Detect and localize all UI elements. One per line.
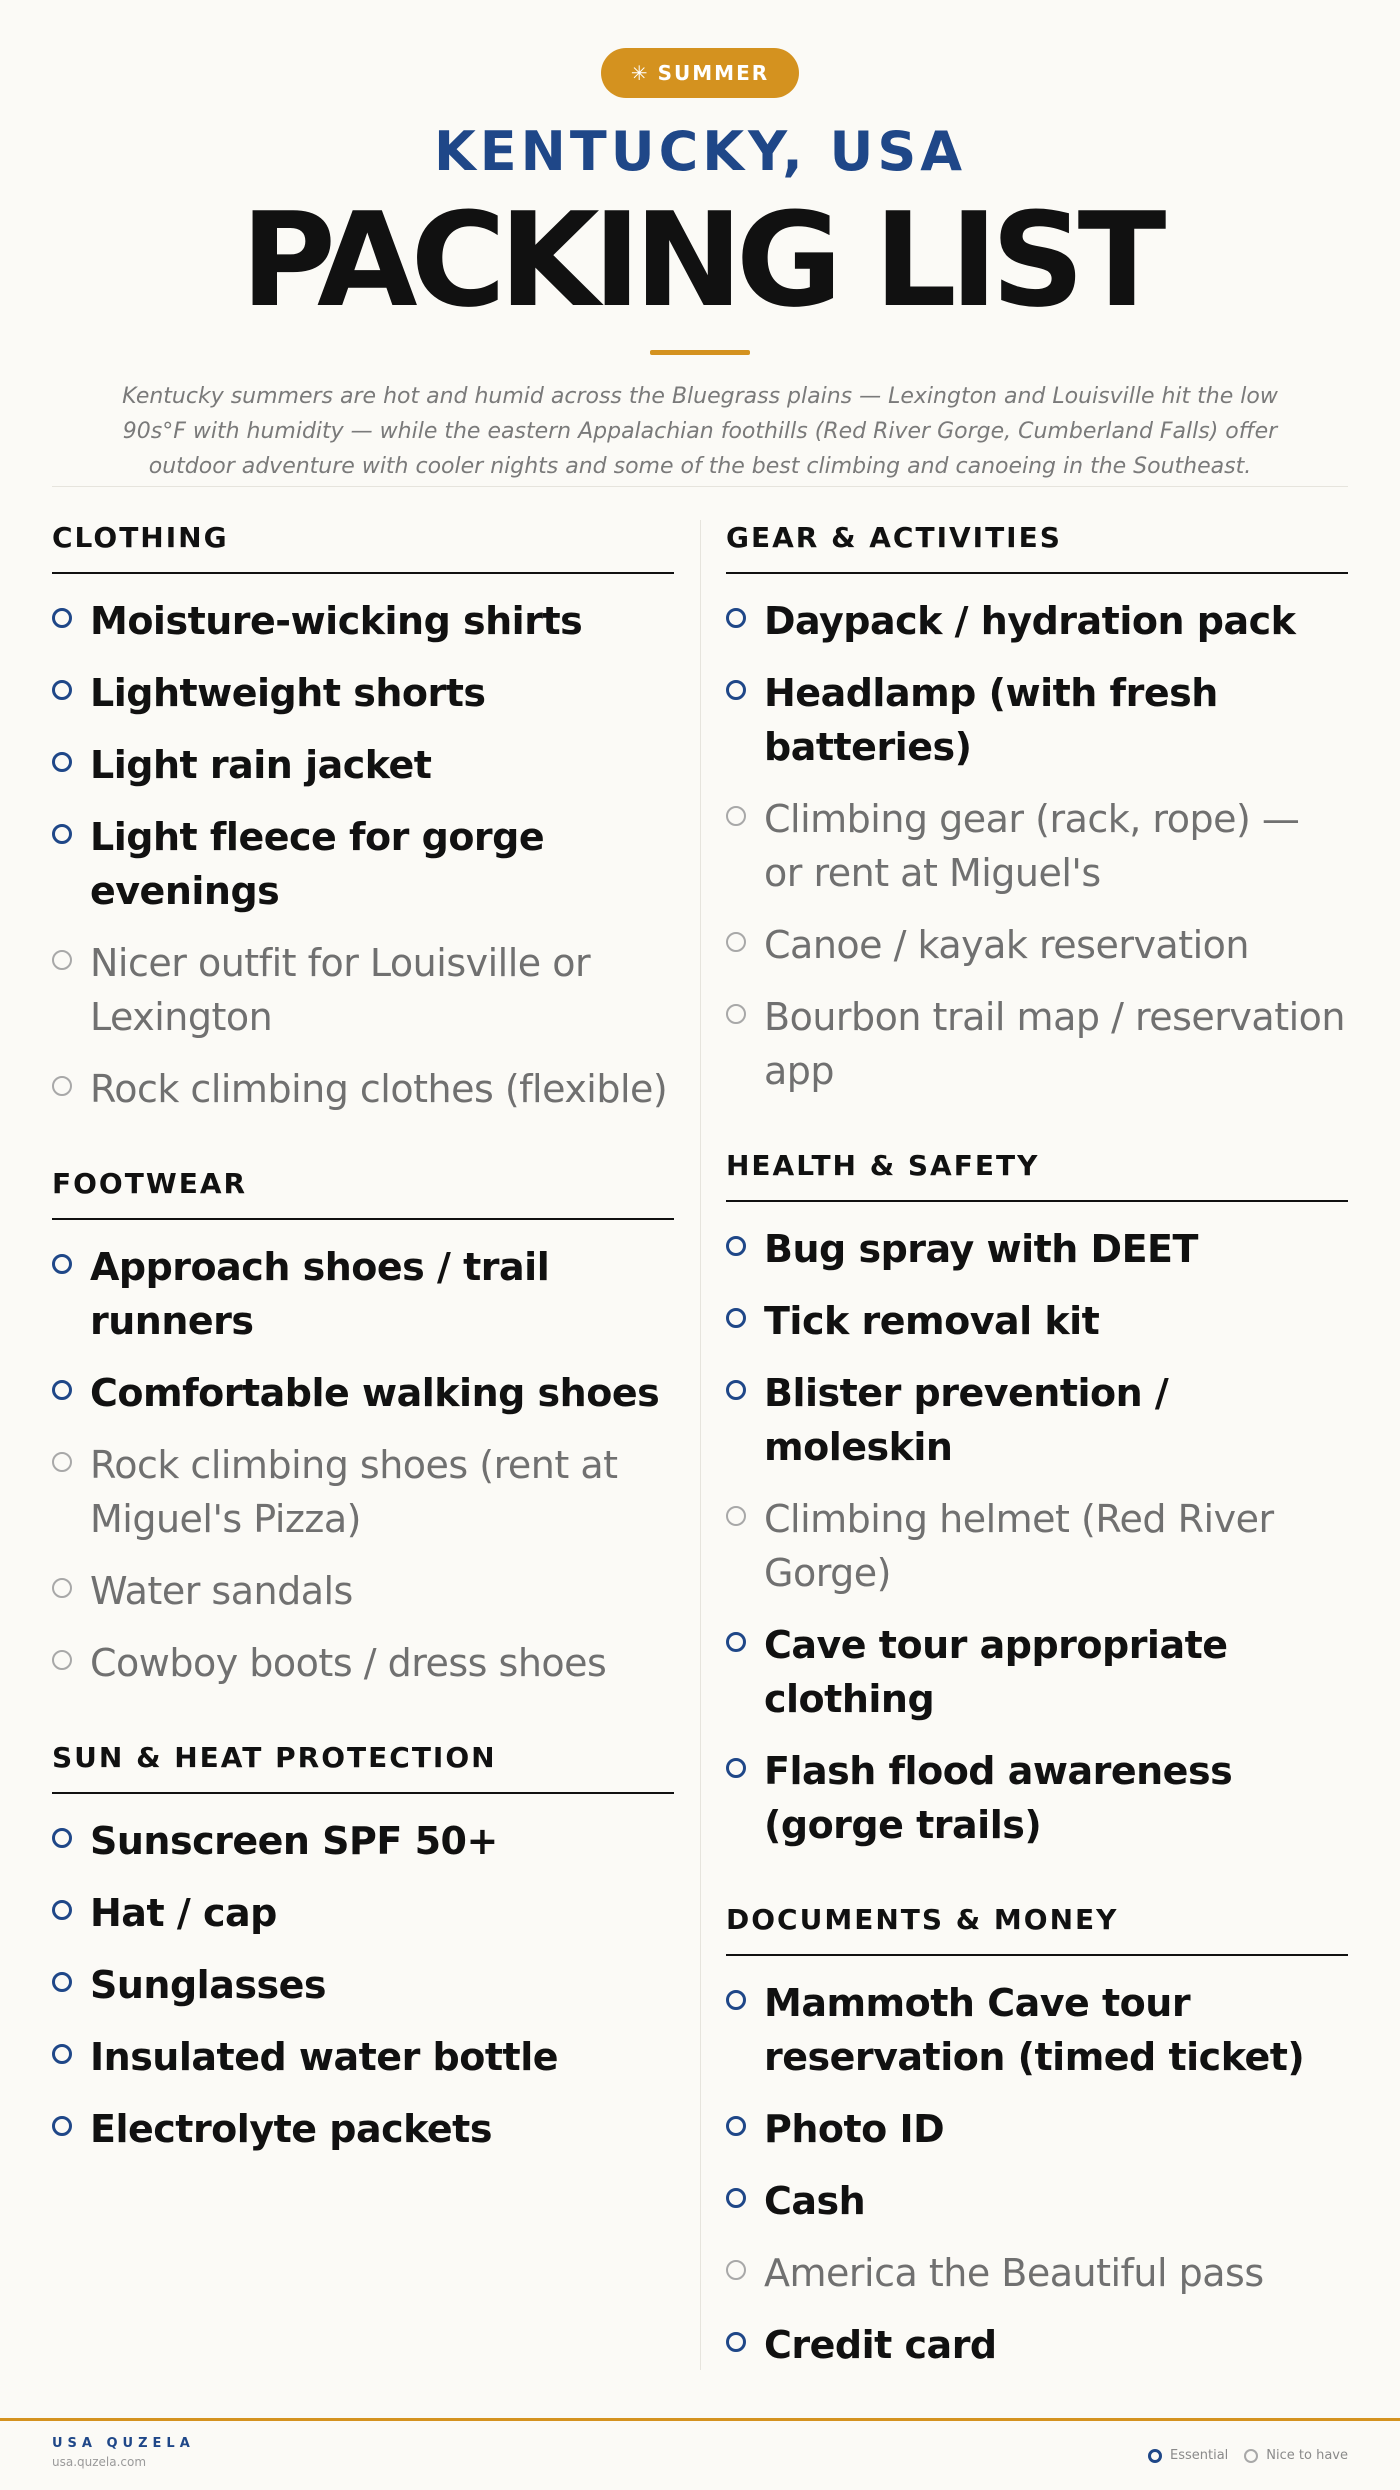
checklist-item[interactable] <box>52 594 674 648</box>
item-label: Moisture-wicking shirts <box>90 599 583 643</box>
essential-checkbox-icon[interactable] <box>52 2116 72 2136</box>
brand-url[interactable]: usa.quzela.com <box>52 2455 147 2469</box>
essential-checkbox-icon[interactable] <box>726 1990 746 2010</box>
essential-checkbox-icon[interactable] <box>726 1380 746 1400</box>
section-documents <box>726 1902 1348 2372</box>
essential-checkbox-icon[interactable] <box>52 608 72 628</box>
checklist-item[interactable] <box>726 666 1348 774</box>
page-title: PACKING LIST <box>240 184 1160 336</box>
checklist-item[interactable] <box>52 810 674 918</box>
item-list <box>726 1222 1348 1852</box>
item-label: Electrolyte packets <box>90 2107 492 2151</box>
item-label: Lightweight shorts <box>90 671 486 715</box>
essential-checkbox-icon[interactable] <box>726 1758 746 1778</box>
item-list <box>726 594 1348 1098</box>
legend-essential-label: Essential <box>1170 2448 1229 2463</box>
optional-checkbox-icon[interactable] <box>726 806 746 826</box>
checklist-item[interactable] <box>726 1618 1348 1726</box>
section-title: SUN & HEAT PROTECTION <box>52 1740 674 1794</box>
season-badge <box>601 48 799 98</box>
optional-checkbox-icon[interactable] <box>726 1004 746 1024</box>
item-label: Credit card <box>764 2323 997 2367</box>
item-label: Blister prevention / moleskin <box>764 1371 1169 1469</box>
essential-checkbox-icon[interactable] <box>726 1236 746 1256</box>
legend-nice-label: Nice to have <box>1266 2448 1348 2463</box>
sun-icon: ✳ <box>630 61 650 85</box>
essential-checkbox-icon[interactable] <box>52 2044 72 2064</box>
item-label: Water sandals <box>90 1569 353 1613</box>
item-list <box>52 1240 674 1690</box>
essential-circle-icon <box>1148 2449 1162 2463</box>
essential-checkbox-icon[interactable] <box>52 824 72 844</box>
season-label: SUMMER <box>657 61 770 85</box>
item-label: Cowboy boots / dress shoes <box>90 1641 607 1685</box>
item-label: Tick removal kit <box>764 1299 1100 1343</box>
item-list <box>726 1976 1348 2372</box>
right-column <box>726 520 1348 2422</box>
checklist-item[interactable] <box>52 1366 674 1420</box>
item-label: Climbing gear (rack, rope) — or rent at Miguel's <box>764 797 1300 895</box>
item-label: Approach shoes / trail runners <box>90 1245 550 1343</box>
item-label: Headlamp (with fresh batteries) <box>764 671 1218 769</box>
item-label: Cash <box>764 2179 866 2223</box>
region-title: KENTUCKY, USA <box>433 120 967 183</box>
essential-checkbox-icon[interactable] <box>52 1900 72 1920</box>
item-label: Hat / cap <box>90 1891 277 1935</box>
section-title: DOCUMENTS & MONEY <box>726 1902 1348 1956</box>
optional-checkbox-icon[interactable] <box>726 932 746 952</box>
checklist-item[interactable] <box>52 1814 674 1868</box>
essential-checkbox-icon[interactable] <box>52 1972 72 1992</box>
optional-checkbox-icon[interactable] <box>726 2260 746 2280</box>
item-list <box>52 1814 674 2156</box>
item-label: Comfortable walking shoes <box>90 1371 660 1415</box>
item-label: Bug spray with DEET <box>764 1227 1198 1271</box>
checklist-item[interactable] <box>726 2318 1348 2372</box>
checklist-item[interactable] <box>52 1240 674 1348</box>
checklist-item[interactable] <box>52 1958 674 2012</box>
optional-checkbox-icon[interactable] <box>52 1650 72 1670</box>
section-footwear <box>52 1166 674 1690</box>
essential-checkbox-icon[interactable] <box>726 1632 746 1652</box>
nice-circle-icon <box>1244 2449 1258 2463</box>
checklist-item[interactable] <box>726 792 1348 900</box>
checklist-item[interactable] <box>726 1294 1348 1348</box>
section-title: GEAR & ACTIVITIES <box>726 520 1348 574</box>
section-title: CLOTHING <box>52 520 674 574</box>
optional-checkbox-icon[interactable] <box>726 1506 746 1526</box>
item-label: Light fleece for gorge evenings <box>90 815 545 913</box>
checklist-item[interactable] <box>726 2174 1348 2228</box>
item-label: Climbing helmet (Red River Gorge) <box>764 1497 1274 1595</box>
section-title: FOOTWEAR <box>52 1166 674 1220</box>
legend-nice <box>1244 2448 1348 2463</box>
checklist-item[interactable] <box>726 2102 1348 2156</box>
checklist-item[interactable] <box>52 1438 674 1546</box>
checklist-item[interactable] <box>726 594 1348 648</box>
checklist-item[interactable] <box>726 1744 1348 1852</box>
item-label: Sunscreen SPF 50+ <box>90 1819 498 1863</box>
section-health <box>726 1148 1348 1852</box>
checklist-item[interactable] <box>52 1886 674 1940</box>
essential-checkbox-icon[interactable] <box>52 680 72 700</box>
section-sun-heat <box>52 1740 674 2156</box>
title-underline <box>650 350 750 355</box>
checklist-item[interactable] <box>52 1564 674 1618</box>
left-column <box>52 520 674 2422</box>
item-label: Insulated water bottle <box>90 2035 558 2079</box>
essential-checkbox-icon[interactable] <box>52 1254 72 1274</box>
essential-checkbox-icon[interactable] <box>52 1380 72 1400</box>
item-label: Nicer outfit for Louisville or Lexington <box>90 941 591 1039</box>
checklist-item[interactable] <box>726 2246 1348 2300</box>
checklist-item[interactable] <box>726 1222 1348 1276</box>
item-label: Bourbon trail map / reservation app <box>764 995 1345 1093</box>
item-label: Canoe / kayak reservation <box>764 923 1250 967</box>
optional-checkbox-icon[interactable] <box>52 950 72 970</box>
checklist-item[interactable] <box>52 2102 674 2156</box>
essential-checkbox-icon[interactable] <box>726 2332 746 2352</box>
checklist-item[interactable] <box>52 738 674 792</box>
item-label: Rock climbing clothes (flexible) <box>90 1067 668 1111</box>
intro-text: Kentucky summers are hot and humid across the Bluegrass plains — Lexington and Louisville hit the low 90s°F with humidity — while the eastern Appalachian foothills (Red River Gorge, Cumberland Falls) offer outdoor adventure with cooler nights and some of the best climbing and canoeing in the Southeast. <box>122 384 1278 479</box>
item-label: Light rain jacket <box>90 743 432 787</box>
item-label: Sunglasses <box>90 1963 326 2007</box>
section-title: HEALTH & SAFETY <box>726 1148 1348 1202</box>
essential-checkbox-icon[interactable] <box>52 752 72 772</box>
checklist-item[interactable] <box>726 990 1348 1098</box>
item-label: Daypack / hydration pack <box>764 599 1296 643</box>
checklist-item[interactable] <box>52 936 674 1044</box>
legend-essential <box>1148 2448 1228 2463</box>
header-divider <box>52 486 1348 487</box>
checklist-item[interactable] <box>726 1976 1348 2084</box>
checklist-item[interactable] <box>52 2030 674 2084</box>
packing-columns <box>52 520 1348 2422</box>
item-label: Flash flood awareness (gorge trails) <box>764 1749 1233 1847</box>
item-label: Rock climbing shoes (rent at Miguel's Pizza) <box>90 1443 618 1541</box>
legend <box>1148 2448 1348 2463</box>
item-label: America the Beautiful pass <box>764 2251 1264 2295</box>
essential-checkbox-icon[interactable] <box>726 680 746 700</box>
checklist-item[interactable] <box>726 1366 1348 1474</box>
essential-checkbox-icon[interactable] <box>726 2188 746 2208</box>
checklist-item[interactable] <box>726 1492 1348 1600</box>
header <box>0 0 1400 484</box>
essential-checkbox-icon[interactable] <box>726 2116 746 2136</box>
footer-brand <box>52 2436 195 2469</box>
brand-name: USA QUZELA <box>52 2436 195 2451</box>
optional-checkbox-icon[interactable] <box>52 1578 72 1598</box>
section-clothing <box>52 520 674 1116</box>
optional-checkbox-icon[interactable] <box>52 1452 72 1472</box>
section-gear <box>726 520 1348 1098</box>
essential-checkbox-icon[interactable] <box>726 1308 746 1328</box>
checklist-item[interactable] <box>726 918 1348 972</box>
essential-checkbox-icon[interactable] <box>726 608 746 628</box>
item-label: Mammoth Cave tour reservation (timed ticket) <box>764 1981 1305 2079</box>
checklist-item[interactable] <box>52 1062 674 1116</box>
item-label: Cave tour appropriate clothing <box>764 1623 1228 1721</box>
essential-checkbox-icon[interactable] <box>52 1828 72 1848</box>
item-label: Photo ID <box>764 2107 945 2151</box>
item-list <box>52 594 674 1116</box>
footer-rule <box>0 2418 1400 2421</box>
optional-checkbox-icon[interactable] <box>52 1076 72 1096</box>
checklist-item[interactable] <box>52 1636 674 1690</box>
checklist-item[interactable] <box>52 666 674 720</box>
